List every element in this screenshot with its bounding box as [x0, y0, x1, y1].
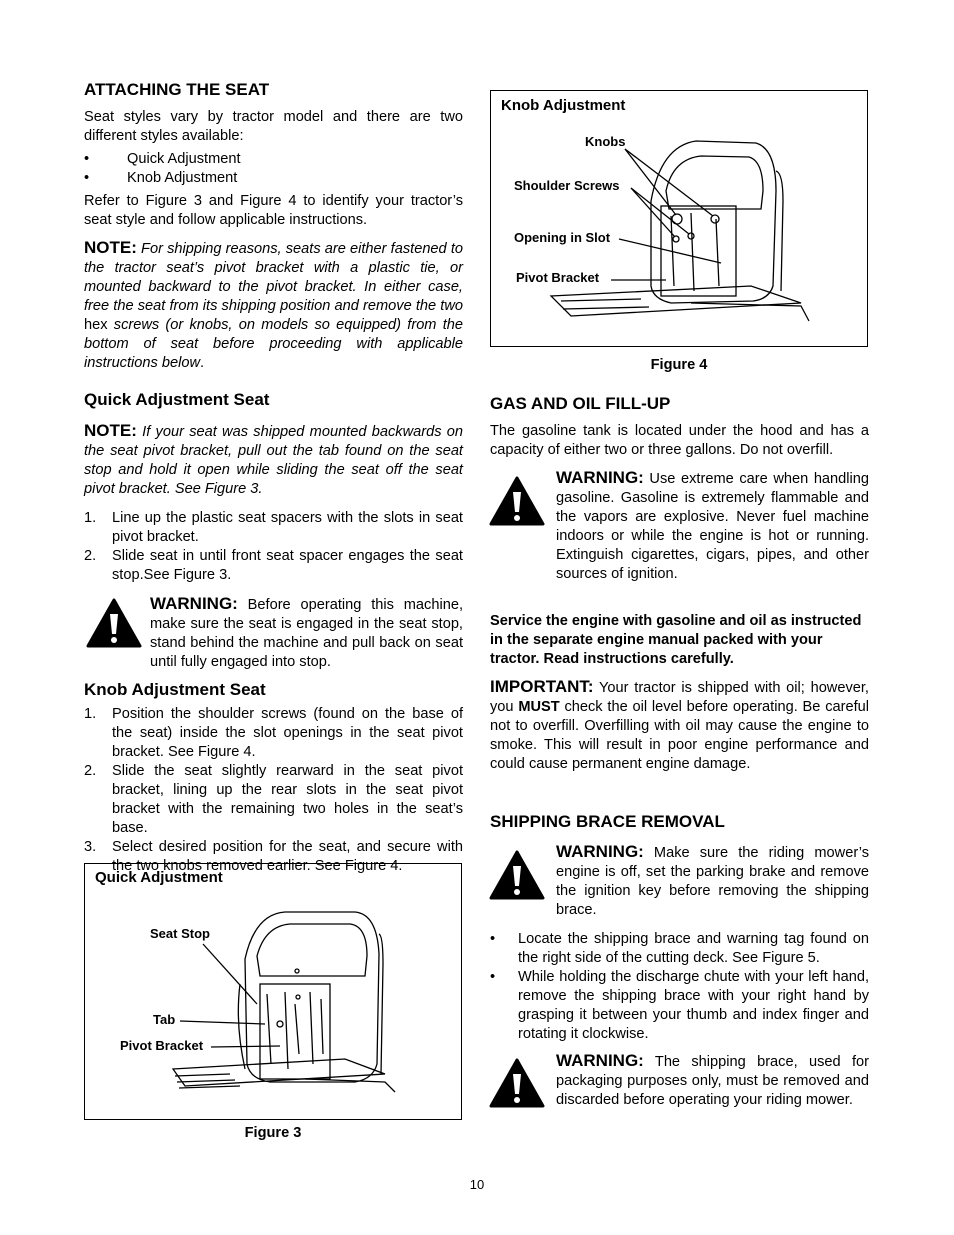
style-item: Quick Adjustment [127, 151, 241, 167]
warning-label: WARNING: [556, 1051, 644, 1070]
warning-shipping-brace [556, 1051, 869, 1110]
figure-title: Quick Adjustment [95, 869, 223, 886]
warning-triangle-icon [489, 850, 545, 900]
step-text: Slide the seat slightly rearward in the seat pivot bracket, lining up the rear slots in the seat pivot bracket with the remaining two holes in the seat’s base. [112, 763, 463, 836]
figure-4-caption: Figure 4 [650, 357, 708, 373]
attach-intro: Seat styles vary by tractor model and there are two different styles available: [84, 109, 463, 144]
figure-3-box [84, 863, 462, 1120]
label-pivot-bracket: Pivot Bracket [120, 1038, 204, 1053]
list-item [490, 930, 869, 968]
heading-gas-oil: GAS AND OIL FILL-UP [490, 394, 671, 413]
warning-engine-off [556, 842, 869, 920]
label-shoulder-screws: Shoulder Screws [514, 178, 620, 193]
note-label: NOTE: [84, 421, 137, 440]
page-number: 10 [469, 1177, 485, 1192]
label-seat-stop: Seat Stop [150, 926, 210, 941]
warning-text: The shipping brace, used for packaging purposes only, must be removed and discarded before operating your riding mower. [556, 1054, 869, 1108]
bullet-text: While holding the discharge chute with your left hand, remove the shipping brace with your right hand by grasping it between your thumb and index finger and rotating it clockwise. [518, 969, 869, 1042]
seat-illustration [491, 91, 867, 346]
warning-triangle-icon [489, 476, 545, 526]
heading-shipping-brace: SHIPPING BRACE REMOVAL [490, 812, 725, 831]
important-text: Your tractor is shipped with oil; however, you [490, 680, 869, 715]
warning-seat [150, 594, 463, 672]
note-text: If your seat was shipped mounted backwards on the seat pivot bracket, pull out the tab found on the seat stop and hold it open while sliding the seat off the seat pivot bracket. See Figure 3. [84, 424, 463, 497]
knob-steps [84, 705, 463, 876]
note-hex: hex [84, 317, 108, 333]
list-item [84, 547, 463, 585]
step-text: Select desired position for the seat, and secure with the two knobs removed earlier. See Figure 4. [112, 839, 463, 874]
note-shipping [84, 238, 463, 373]
important-oil [490, 677, 869, 774]
figure-3-caption: Figure 3 [244, 1125, 302, 1141]
list-item [84, 509, 463, 547]
step-number: 1. [84, 510, 97, 526]
important-text: check the oil level before operating. Be careful not to overfill. Overfilling with oil may cause the engine to smoke. This will result in poor engine performance and could cause permanent engine damage. [490, 699, 869, 772]
step-text: Position the shoulder screws (found on the base of the seat) inside the slot openings in the seat pivot bracket. See Figure 4. [112, 706, 463, 760]
figure-4-box [490, 90, 868, 347]
heading-attaching-seat: ATTACHING THE SEAT [84, 80, 270, 99]
list-item [84, 150, 463, 169]
warning-gasoline [556, 468, 869, 584]
warning-text: Make sure the riding mower’s engine is off, set the parking brake and remove the ignition key before removing the shipping brace. [556, 845, 869, 918]
note-end: . [200, 355, 205, 371]
step-number: 3. [84, 839, 97, 855]
service-engine-text: Service the engine with gasoline and oil as instructed in the separate engine manual packed with your tractor. Read instructions carefully. [490, 613, 862, 667]
seat-illustration [85, 864, 461, 1119]
label-tab: Tab [153, 1012, 176, 1027]
shipping-bullets [490, 930, 869, 1044]
bullet: • [84, 151, 90, 167]
note-text: For shipping reasons, seats are either fastened to the tractor seat’s pivot bracket with a plastic tie, or mounted backward to the pivot bracket. In either case, free the seat from its shipping position and remove the two [84, 241, 463, 314]
note-backward [84, 421, 463, 499]
step-number: 2. [84, 548, 97, 564]
heading-knob-adjustment: Knob Adjustment Seat [84, 680, 266, 699]
heading-quick-adjustment: Quick Adjustment Seat [84, 390, 270, 409]
bullet-text: Locate the shipping brace and warning tag found on the right side of the cutting deck. See Figure 5. [518, 931, 869, 966]
list-item [84, 762, 463, 838]
refer-text: Refer to Figure 3 and Figure 4 to identify your tractor’s seat style and follow applicable instructions. [84, 193, 463, 228]
note-text: screws (or knobs, on models so equipped) from the bottom of seat before proceeding with applicable instructions below [84, 317, 463, 371]
warning-label: WARNING: [556, 842, 644, 861]
label-knobs: Knobs [585, 134, 626, 149]
warning-label: WARNING: [556, 468, 644, 487]
bullet: • [490, 969, 496, 985]
label-opening-in-slot: Opening in Slot [514, 230, 611, 245]
step-number: 1. [84, 706, 97, 722]
important-label: IMPORTANT: [490, 677, 594, 696]
step-text: Line up the plastic seat spacers with the slots in seat pivot bracket. [112, 510, 463, 545]
step-text: Slide seat in until front seat spacer engages the seat stop.See Figure 3. [112, 548, 463, 583]
warning-text: Before operating this machine, make sure the seat is engaged in the seat stop, stand behind the machine and pull back on seat until fully engaged into stop. [150, 597, 463, 670]
gas-intro: The gasoline tank is located under the hood and has a capacity of either two or three gallons. Do not overfill. [490, 423, 869, 458]
list-item [490, 968, 869, 1044]
list-item [84, 169, 463, 188]
note-label: NOTE: [84, 238, 137, 257]
figure-title: Knob Adjustment [501, 97, 626, 114]
step-number: 2. [84, 763, 97, 779]
bullet: • [490, 931, 496, 947]
section-attaching-seat [84, 80, 463, 100]
quick-steps [84, 509, 463, 585]
list-item [84, 705, 463, 762]
warning-text: Use extreme care when handling gasoline. Gasoline is extremely flammable and the vapors are explosive. Never fuel machine indoors or while the engine is hot or running. Extinguish cigarettes, cigars, pipes, and other sources of ignition. [556, 471, 869, 582]
style-item: Knob Adjustment [127, 170, 238, 186]
warning-triangle-icon [489, 1058, 545, 1108]
label-pivot-bracket: Pivot Bracket [516, 270, 600, 285]
bullet: • [84, 170, 90, 186]
warning-triangle-icon [86, 598, 142, 648]
important-must: MUST [518, 699, 560, 715]
style-list [84, 150, 463, 188]
warning-label: WARNING: [150, 594, 238, 613]
